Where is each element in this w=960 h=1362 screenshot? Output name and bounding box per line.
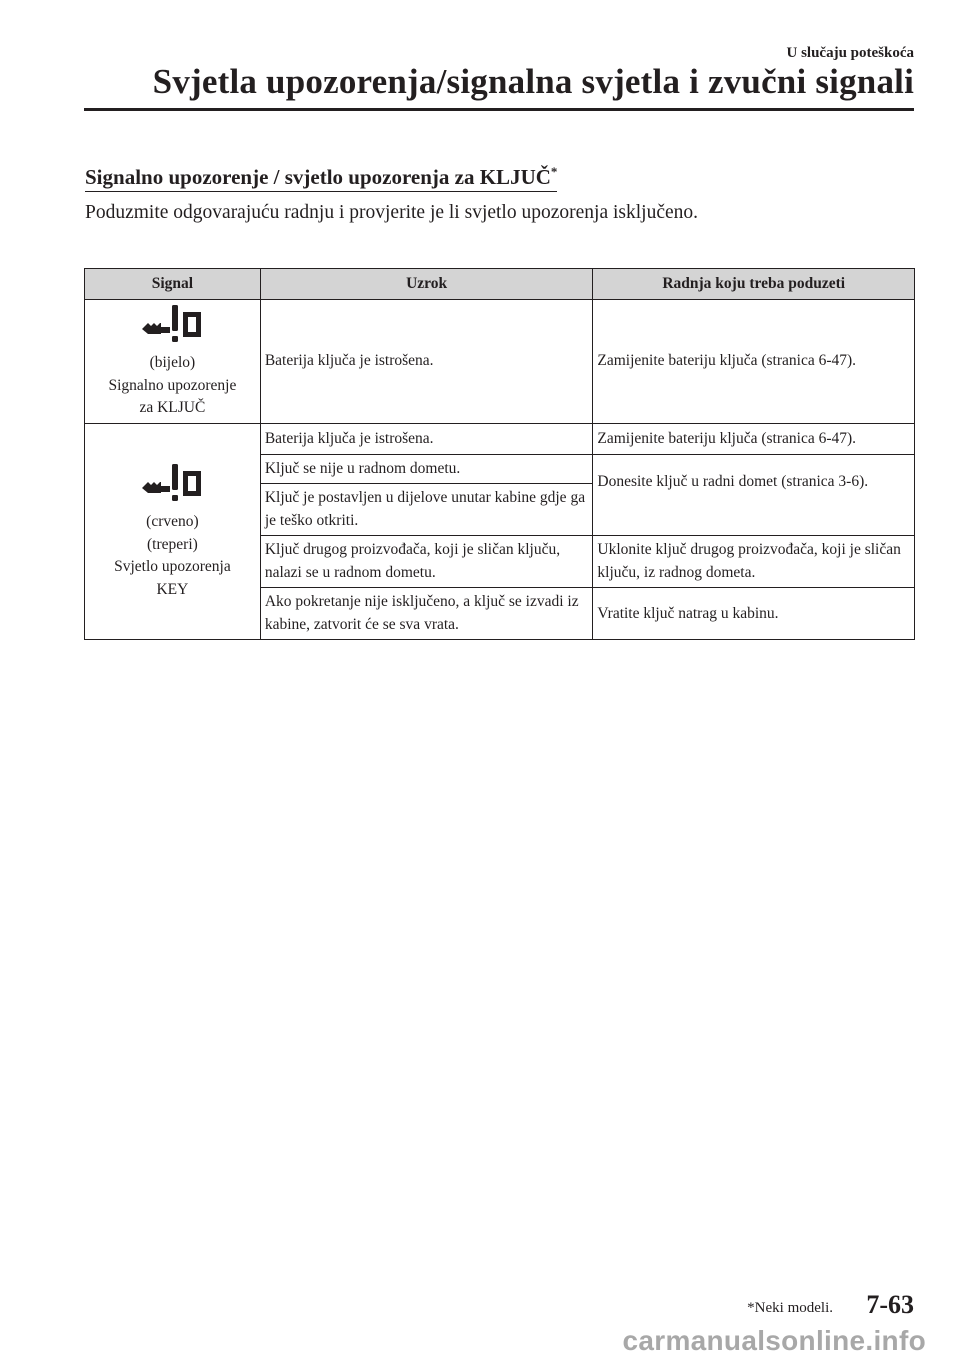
watermark: carmanualsonline.info: [622, 1325, 926, 1356]
action-cell: Zamijenite bateriju ključa (stranica 6-47).: [593, 423, 915, 454]
table-row: [85, 423, 915, 454]
header-signal: Signal: [85, 269, 261, 300]
signal-name: Signalno upozorenje: [108, 376, 237, 394]
signal-color: (bijelo): [149, 354, 196, 372]
cause-cell: Baterija ključa je istrošena.: [260, 300, 593, 424]
signal-state: (treperi): [147, 535, 198, 553]
signal-name: KEY: [156, 580, 189, 598]
cause-cell: Ključ se nije u radnom dometu.: [260, 454, 593, 483]
signal-cell-red: [85, 423, 261, 639]
signal-cell-white: [85, 300, 261, 424]
header-action: Radnja koju treba poduzeti: [593, 269, 915, 300]
action-cell: Uklonite ključ drugog proizvođača, koji je sličan ključu, iz radnog dometa.: [593, 536, 915, 588]
cause-cell: Baterija ključa je istrošena.: [260, 423, 593, 454]
cause-cell: Ključ je postavljen u dijelove unutar kabine gdje ga je teško otkriti.: [260, 484, 593, 536]
key-warning-icon: [140, 303, 204, 345]
section-heading-text: Signalno upozorenje / svjetlo upozorenja za KLJUČ: [85, 165, 551, 189]
action-cell: Donesite ključ u radni domet (stranica 3-6).: [593, 454, 915, 535]
chapter-label: U slučaju poteškoća: [786, 45, 914, 61]
section-heading: [85, 164, 557, 192]
cause-cell: Ako pokretanje nije isključeno, a ključ se izvadi iz kabine, zatvorit će se sva vrata.: [260, 588, 593, 640]
signal-name: Svjetlo upozorenja: [114, 558, 231, 576]
page-number: 7-63: [866, 1290, 914, 1319]
warning-table: [84, 268, 915, 640]
title-divider: [84, 108, 914, 111]
header-cause: Uzrok: [260, 269, 593, 300]
action-cell: Zamijenite bateriju ključa (stranica 6-47).: [593, 300, 915, 424]
cause-cell: Ključ drugog proizvođača, koji je sličan ključu, nalazi se u radnom dometu.: [260, 536, 593, 588]
footnote: *Neki modeli.: [747, 1300, 833, 1316]
footnote-marker: *: [550, 164, 558, 179]
action-cell: Vratite ključ natrag u kabinu.: [593, 588, 915, 640]
page-title: Svjetla upozorenja/signalna svjetla i zvučni signali: [152, 62, 914, 101]
table-row: [85, 300, 915, 424]
table-header-row: [85, 269, 915, 300]
intro-text: Poduzmite odgovarajuću radnju i provjerite je li svjetlo upozorenja isključeno.: [85, 202, 699, 223]
signal-name: za KLJUČ: [139, 399, 206, 417]
key-warning-icon: [140, 462, 204, 504]
signal-color: (crveno): [146, 513, 199, 531]
